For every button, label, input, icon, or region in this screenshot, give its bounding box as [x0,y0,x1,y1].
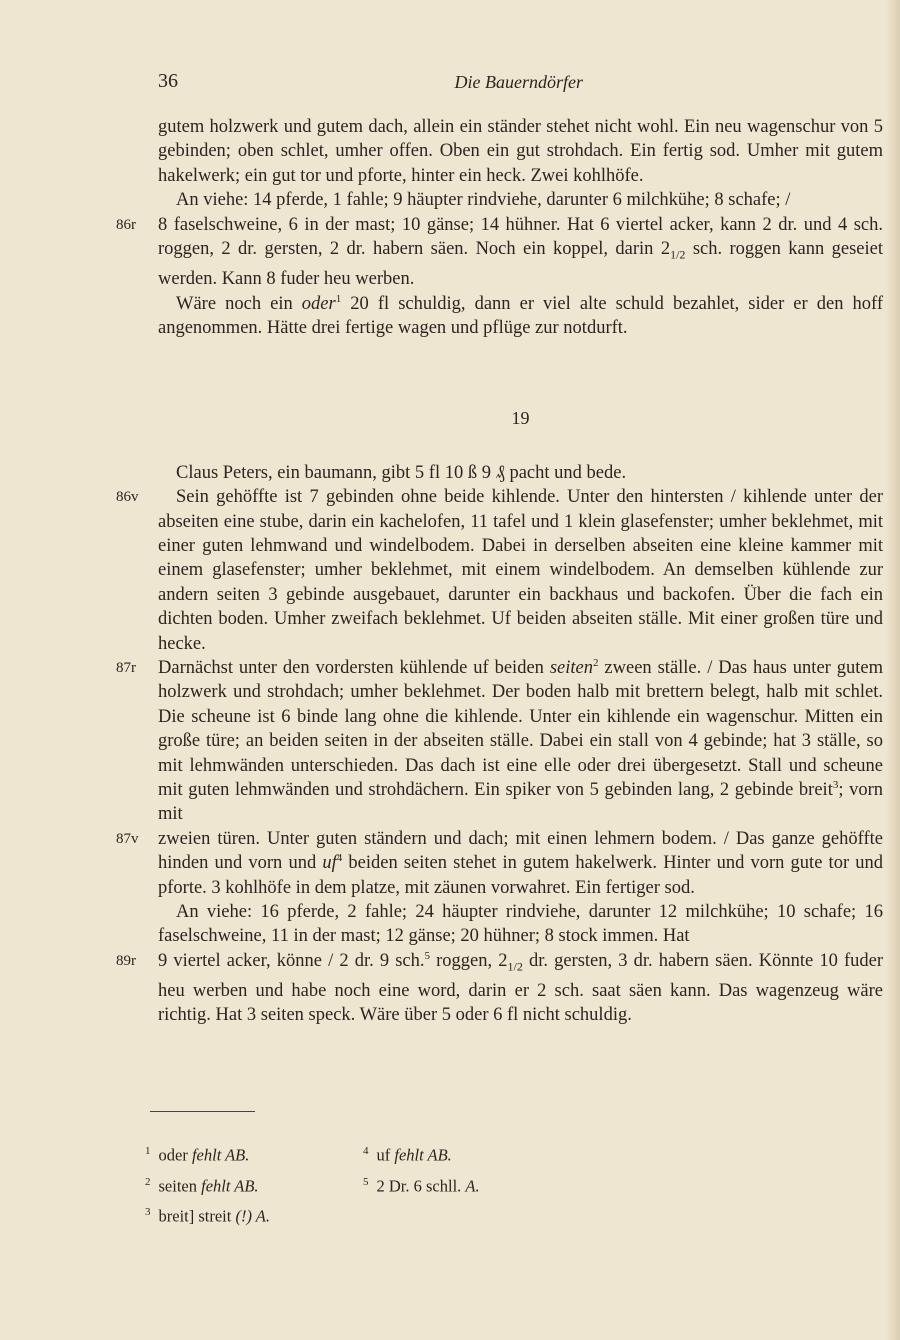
footnote-italic: fehlt AB. [201,1176,259,1195]
text-run: 8 faselschweine, 6 in der mast; 10 gänse; 14 hühner. Hat 6 viertel acker, kann 2 dr. und 4 sch. roggen, 2 dr. gersten, 2 dr. habern säen. Noch ein koppel, darin 2 [158,214,883,260]
footnote-number: 2 [145,1175,151,1188]
paragraph [116,656,883,827]
footnote-text: uf [376,1145,395,1165]
paragraph [116,485,883,656]
paragraph: gutem holzwerk und gutem dach, allein ein ständer stehet nicht wohl. Ein neu wagenschur von 5 gebinden; oben schlet, umher offen. Oben ein gut strohdach. Ein fertig sod. Umher mit gutem hakelwerk; ein gut tor und pforte, hinter ein heck. Zwei kohlhöfe. [158,117,883,186]
footnote-ref: 1 [335,292,342,305]
footnote-italic: fehlt AB. [191,1145,250,1165]
page-number: 36 [158,70,178,92]
main-text [116,115,884,1028]
text-run: zweien türen. Unter guten ständern und dach; mit einen lehmern bodem. / Das ganze gehöffte hinden und vorn und [158,828,883,874]
footnote-italic: fehlt AB. [394,1145,452,1165]
footnote [363,1138,480,1169]
paragraph [116,827,883,900]
paragraph: Claus Peters, ein baumann, gibt 5 fl 10 ß 9 ₰ pacht und bede. [176,462,627,483]
page-header [158,70,883,100]
footnote-italic: (!) A. [235,1206,270,1226]
margin-note: 89r [116,952,136,969]
fraction: 1/2 [507,959,523,974]
paragraph [116,213,883,292]
footnote-text: 2 Dr. 6 schll. [376,1176,466,1195]
text-run: oder [301,293,336,314]
footnote-text: seiten [158,1176,202,1195]
footnote-number: 5 [363,1175,369,1188]
text-run: uf [322,853,337,874]
text-run: 9 viertel acker, könne / 2 dr. 9 sch. [158,950,425,971]
fraction: 1/2 [670,247,686,262]
text-run: sch. roggen kann geseiet werden. Kann 8 fuder heu werben. [158,239,883,290]
footnote-number: 4 [363,1145,369,1157]
text-run: beiden seiten stehet in gutem hakelwerk. Hinter und vorn gute tor und pforte. 3 kohlhöfe in dem platze, mit zäunen vorwahret. Ein fertiger sod. [158,853,883,898]
margin-note: 87v [116,830,139,847]
footnote-ref: 4 [336,852,343,865]
text-run: Darnächst unter den vordersten kühlende uf beiden [158,658,550,678]
footnote-rule [150,1111,255,1112]
text-run: seiten [549,658,593,678]
text-run: 20 fl schuldig, dann er viel alte schuld bezahlet, sider er den hoff angenommen. Hätte drei fertige wagen und pflüge zur notdurft. [158,293,883,338]
text-run: Wäre noch ein [176,293,302,314]
paragraph [158,292,883,341]
margin-note: 86v [116,489,139,506]
paragraph: An viehe: 16 pferde, 2 fahle; 24 häupter rindviehe, darunter 12 milchkühe; 10 schafe; 16 faselschweine, 11 in der mast; 12 gänse; 20 hühner; 8 stock immen. Hat [158,902,883,947]
footnote [145,1199,270,1230]
footnote-ref: 5 [424,949,430,962]
paragraph [116,949,884,1028]
text-run: zween ställe. / Das haus unter gutem holzwerk und strohdach; umher beklehmet. Der boden halb mit brettern belegt, halb mit schlet. Die scheune ist 6 binde lang ohne die kihlende. Unter ein kihlende ein wagenschur. Mitten ein große türe; an beiden seiten in der abseiten ställe. Dabei ein stall von 4 gebinde; hat 3 ställe, so mit lehmwänden unterschieden. Das dach ist eine elle oder drei übergesetzt. Stall und scheune mit guten lehmwänden und strohdächern. Ein spiker von 5 gebinden lang, 2 gebinde breit [158,658,883,801]
footnote-column-right [363,1138,480,1199]
text-run: Sein gehöffte ist 7 gebinden ohne beide kihlende. Unter den hintersten / kihlende unter der abseiten eine stube, darin ein kachelofen, 11 tafel und 1 klein glasefenster; umher beklehmet, mit einer guten lehmwand und windelbodem. Dabei in derselben abseiten eine kleine kammer mit einem glasefenster; umher beklehmet, mit einem windelbodem. An demselben kühlende zur andern seiten 3 gebinde ausgebauet, darunter ein backhaus und backofen. Über die fach ein dichten boden. Umher zweifach beklehmet. Uf beiden abseiten ställe. Mit einer großen türe und hecke. [158,487,883,654]
running-title: Die Bauerndörfer [454,72,583,92]
margin-note: 87r [116,660,136,676]
footnote-column-left [145,1138,270,1230]
text-run: ; vorn mit [158,780,883,825]
footnote [145,1138,270,1169]
footnote [363,1169,480,1200]
text-run: roggen, 2 [430,950,508,971]
footnote-ref: 2 [593,656,599,669]
footnote-number: 3 [145,1206,151,1218]
paragraph: An viehe: 14 pferde, 1 fahle; 9 häupter rindviehe, darunter 6 milchkühe; 8 schafe; / [176,190,791,211]
footnote-text: oder [158,1145,192,1165]
footnote-ref: 3 [832,778,839,791]
section-number: 19 [511,408,530,429]
footnote-italic: A. [465,1176,480,1195]
footnote-text: breit] streit [158,1206,236,1226]
footnote [145,1169,270,1200]
margin-note: 86r [116,216,136,233]
text-run: dr. gersten, 3 dr. habern säen. Könnte 10 fuder heu werben und habe noch eine word, darin er 2 sch. saat säen kann. Das wagenzeug wäre richtig. Hat 3 seiten speck. Wäre über 5 oder 6 fl nicht schuldig. [158,950,884,1026]
page-edge [886,0,900,1340]
footnote-number: 1 [145,1145,151,1157]
